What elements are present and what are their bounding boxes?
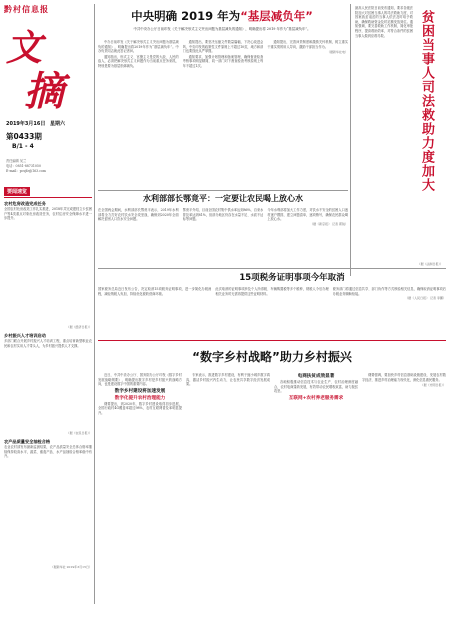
top-body-p3: 通知提出，要坚决压缩文件数量篇幅，下决心改进会风，中央印发的政策性文件原则上不超过10页，地方和部门也要按此从严掌握。	[182, 40, 264, 54]
email-line: E-mail：pcsjfz@163.com	[6, 169, 46, 173]
paper-name: 黔村信息报	[4, 5, 49, 14]
top-body-col-3	[267, 40, 348, 188]
water-body-p1: 在全国两会期间，水利部部长鄂竟平表示，2019年水利部将全力打好农村饮水安全攻坚战，确保到2020年全面解决贫困人口饮水安全问题。	[98, 208, 179, 222]
tax-body-p1: 国家税务总局近日发布公告，决定取消15项税务证明事项，进一步简化办税流程，减轻纳税人负担，持续优化税收营商环境。	[98, 287, 212, 296]
tax-article-title: 15项税务证明事项今年取消	[239, 273, 345, 283]
brief-item1-title: 农村危房改造完成任务	[4, 201, 46, 206]
dv-sub-1: 数字乡村建设将加速发展	[114, 388, 166, 394]
digital-village-body	[98, 373, 446, 633]
digital-village-article	[98, 344, 446, 636]
dv-body-2: 纲要提出，到2020年，数字乡村建设取得初步进展，全国行政村4G覆盖率超过98%，农村互联网普及率明显提升。	[98, 401, 182, 415]
weekday: 星期六	[50, 121, 66, 127]
brief-item2-src: （据《农民日报》）	[66, 431, 92, 435]
top-source: （据新华社电）	[327, 50, 349, 55]
dv-col-4	[362, 373, 446, 633]
left-brief-tag: 要闻速览	[4, 187, 30, 196]
tax-body-p3-wrap	[333, 287, 446, 339]
top-body-p2: 通知指出，形式主义、官僚主义是党的大敌、人民的敌人，必须把解决形式主义问题作为当前重点任务来抓，特别是要为基层松绑减负。	[98, 54, 179, 68]
dv-body-1: 近日，中共中央办公厅、国务院办公厅印发《数字乡村发展战略纲要》，明确提出数字乡村是乡村振兴的战略方向，也是建设数字中国的重要内容。	[98, 373, 182, 387]
brief-item2-title: 乡村振兴人才培训启动	[4, 333, 46, 338]
phone-line: 电话：0851-88731050	[6, 164, 41, 168]
digital-village-title: “数字乡村战略”助力乡村振兴	[192, 350, 352, 364]
dv-col-3	[274, 373, 358, 633]
water-source: （据《新京报》 记者 郭锐）	[310, 221, 349, 226]
dv-body-4: 各地积极推动信息技术与农业生产、农村治理深度融合，农村电商蓬勃发展，有效带动农民增收致富，助力脱贫攻坚。	[274, 380, 358, 394]
tax-body-p2: 此次取消的证明事项涉及个人所得税、车辆购置税等多个税种，纳税人今后办理相关业务时无需再提供这些证明材料。	[215, 287, 329, 296]
top-body-p1: 中办日前印发《关于解决形式主义突出问题为基层减负的通知》，明确提出将2019年作为“基层减负年”。中办负责同志就此答记者问。	[98, 40, 179, 54]
water-article-body	[98, 208, 348, 264]
brief-item3-src: （据新华社 2019年3月15日）	[50, 565, 92, 569]
issue-number: 第0433期	[6, 132, 42, 141]
top-body-p4: 通知要求，加强计划管理和备案管理，确保督查检查考核事项明显精简，同一部门对下督查检查考核原则上每年不超过1次。	[182, 54, 264, 68]
brief-item2-body: 多部门联合开展乡村振兴人才培训工程，重点培育新型职业农民和农村实用人才带头人，为乡村振兴提供人才支撑。	[4, 339, 92, 348]
top-headline-lead: 中共中央办公厅日前印发《关于解决形式主义突出问题为基层减负的通知》，明确提出将 2019 年作为“基层减负年”。	[133, 27, 311, 31]
section-title-zhai: 摘	[24, 68, 64, 115]
section-title-wen: 文	[6, 27, 43, 69]
divider-top	[98, 190, 348, 191]
top-headline-title	[98, 8, 346, 24]
tax-article	[98, 271, 446, 339]
dv-body-3: 专家表示，推进数字乡村建设，有利于缩小城乡数字鸿沟，激活乡村振兴内生动力，让农民共享数字经济发展成果。	[186, 373, 270, 387]
divider-mid	[98, 268, 446, 269]
masthead	[4, 4, 92, 172]
top-body-col-2	[183, 40, 264, 188]
dv-col-1	[98, 373, 182, 633]
top-body-col-1	[98, 40, 179, 188]
right-column	[350, 4, 446, 276]
water-body-p2: 鄂竟平介绍，目前全国农村集中供水率达到86%，自来水普及率达到81%，但部分地区仍存在水量不足、水质不达标等问题。	[182, 208, 264, 222]
top-headline-body	[98, 40, 348, 188]
divider-left-vertical	[94, 4, 95, 604]
top-headline-title-prefix: 中央明确 2019 年为	[131, 9, 241, 23]
page-number: B/1 - 4	[12, 143, 34, 150]
top-body-p5: 通知提出，完善问责制度和激励关怀机制，树立重实干重实绩的用人导向，激励干部担当作为。	[267, 40, 349, 49]
left-brief	[4, 178, 92, 602]
water-article	[98, 193, 348, 267]
right-vertical-title: 贫困当事人司法救助力度加大	[419, 10, 434, 192]
brief-item3-title: 农产品质量安全抽检合格	[4, 439, 51, 444]
brief-item1-body: 全国农村危房改造工作扎实推进，2018年共完成建档立卡贫困户等4类重点对象危房改造任务，农村住房安全保障水平进一步提升。	[4, 207, 92, 221]
water-body-p3: 今年水利部将加大工作力度，对饮水不安全的贫困人口逐村逐户摸排，建立问题清单，逐项销号，确保农民群众喝上放心水。	[267, 208, 349, 222]
brief-item1-src: （据《经济日报》）	[66, 325, 92, 329]
tax-article-body	[98, 287, 446, 339]
issue-date: 2019年3月16日	[6, 121, 46, 127]
top-headline-title-quote: “基层减负年”	[240, 9, 313, 23]
editor-line: 责任编辑 吴兰	[6, 159, 27, 163]
dv-col-2	[186, 373, 270, 633]
dv-sub-2: 数字化提升农村治理能力	[114, 395, 166, 401]
brief-item3-body: 农业农村部发布最新监测结果，农产品质量安全总体合格率继续保持较高水平，蔬菜、畜禽产品、水产品抽检合格率稳中有升。	[4, 445, 92, 459]
dv-sub-3: 电商扶贫成效显著	[297, 374, 335, 379]
right-column-body: 最高人民法院日前发布通知，要求各级法院加大对贫困当事人的司法救助力度，对因案致贫返贫的当事人依法及时给予救助，确保救助资金及时足额发放到位。通知强调，要完善救助工作机制，简化审批程序，提高救助效率，对符合条件的贫困当事人做到应救尽救。	[355, 6, 413, 38]
dv-sub-4: 互联网+农村养老服务需求	[288, 395, 344, 401]
tax-source: （据《人民日报》 记者 李鹏）	[405, 296, 446, 301]
left-brief-tag-wrap	[4, 178, 92, 198]
water-article-title: 水利部部长鄂竟平：一定要让农民喝上放心水	[143, 194, 303, 203]
dv-body-5: 纲要强调，要加快乡村信息基础设施建设，发展农村数字经济，推进乡村治理能力现代化，深化信息惠民服务。	[362, 373, 446, 382]
dv-source: （据《光明日报》）	[420, 383, 446, 388]
divider-bottom	[98, 340, 446, 341]
water-body-p3-wrap	[267, 208, 348, 264]
tax-body-p3: 税务部门将通过信息共享、部门协作等方式核验相关信息，确保取消证明事项后办税业务顺畅衔接。	[332, 287, 446, 296]
top-headline	[98, 8, 346, 37]
right-column-source: （据《法制日报》）	[417, 262, 443, 266]
